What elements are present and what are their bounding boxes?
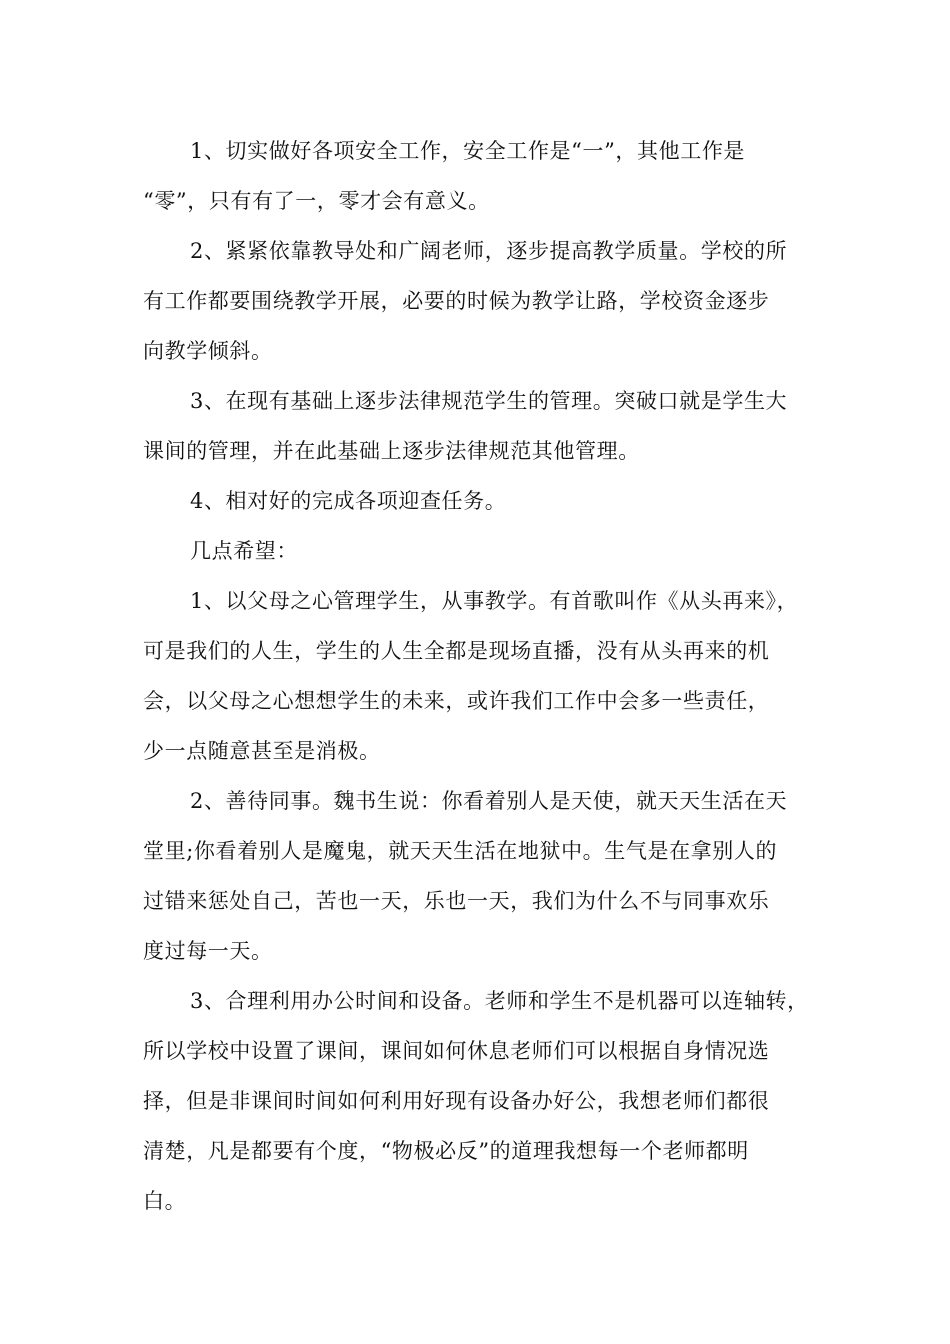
text-line: 4、相对好的完成各项迎查任务。 [190,489,507,513]
text-line: 可是我们的人生，学生的人生全都是现场直播，没有从头再来的机 [143,639,770,663]
text-line: 会，以父母之心想想学生的未来，或许我们工作中会多一些责任， [143,689,770,713]
text-line: 有工作都要围绕教学开展，必要的时候为教学让路，学校资金逐步 [143,289,770,313]
text-line: 所以学校中设置了课间，课间如何休息老师们可以根据自身情况选 [143,1039,770,1063]
text-line: 1、以父母之心管理学生，从事教学。有首歌叫作《从头再来》， [190,589,799,613]
text-line: 2、善待同事。魏书生说：你看着别人是天使，就天天生活在天 [190,789,788,813]
text-line: 择，但是非课间时间如何利用好现有设备办好公，我想老师们都很 [143,1089,770,1113]
text-line: 堂里;你看着别人是魔鬼，就天天生活在地狱中。生气是在拿别人的 [143,839,778,863]
text-line: 度过每一天。 [143,939,273,963]
text-line: 向教学倾斜。 [143,339,273,363]
text-line: 1、切实做好各项安全工作，安全工作是“一”，其他工作是 [190,139,746,163]
text-line: 少一点随意甚至是消极。 [143,739,381,763]
text-line: 过错来惩处自己，苦也一天，乐也一天，我们为什么不与同事欢乐 [143,889,770,913]
text-line: 清楚，凡是都要有个度，“物极必反”的道理我想每一个老师都明 [143,1139,749,1163]
text-line: 白。 [143,1189,187,1213]
text-line: 3、合理利用办公时间和设备。老师和学生不是机器可以连轴转， [190,989,809,1013]
text-line: 3、在现有基础上逐步法律规范学生的管理。突破口就是学生大 [190,389,788,413]
text-line: “零”，只有有了一，零才会有意义。 [143,189,490,213]
text-line: 课间的管理，并在此基础上逐步法律规范其他管理。 [143,439,640,463]
section-heading: 几点希望： [190,539,298,563]
text-line: 2、紧紧依靠教导处和广阔老师，逐步提高教学质量。学校的所 [190,239,788,263]
